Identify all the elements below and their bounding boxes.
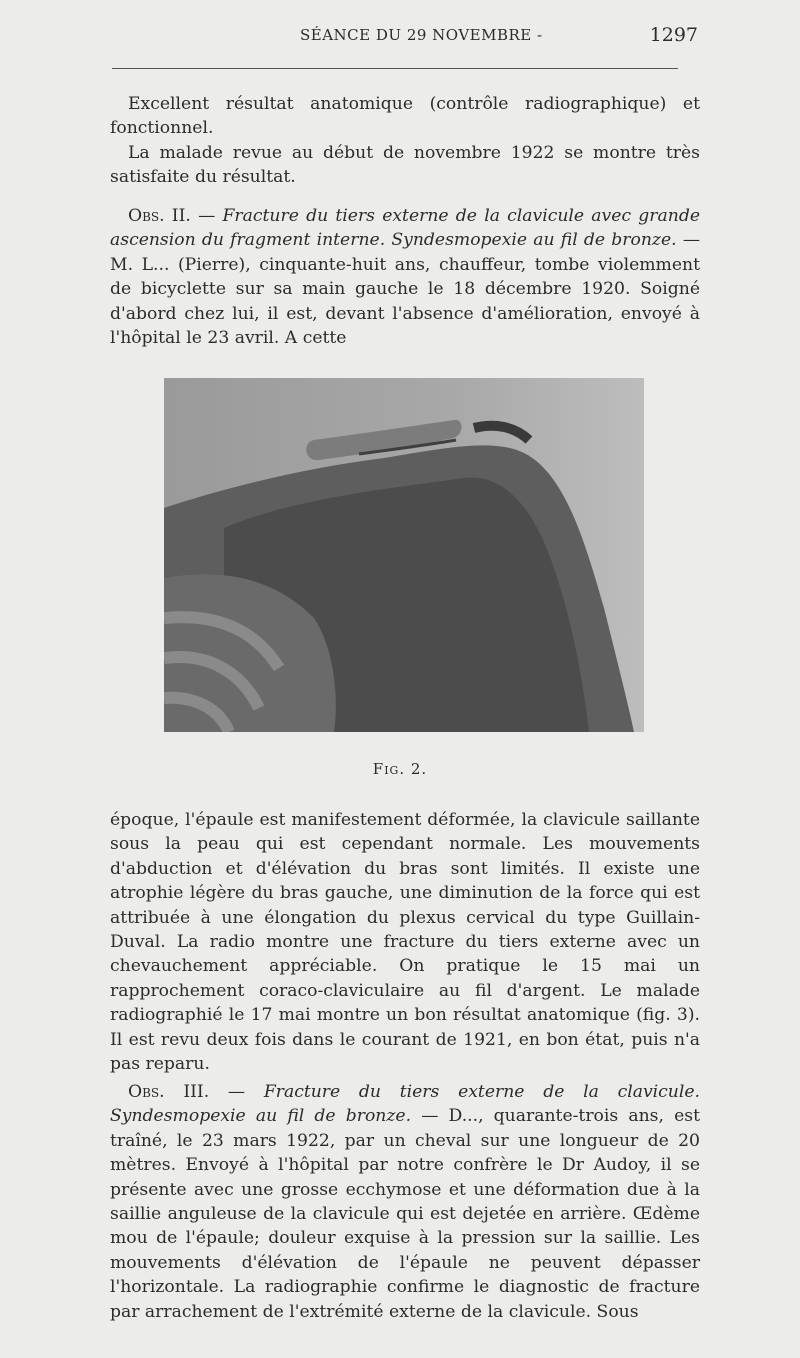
observation-2-continued: [110, 808, 700, 1076]
radiograph-figure: [164, 378, 644, 732]
intro-paragraphs: [110, 92, 700, 190]
paragraph-result: Excellent résultat anatomique (contrôle radiographique) et fonctionnel.: [110, 94, 700, 139]
observation-3-dash: —: [209, 1082, 264, 1102]
radiograph-image: [164, 378, 644, 732]
observation-2-label: Obs. II.: [128, 206, 191, 226]
observation-3: [110, 1080, 700, 1324]
running-title: SÉANCE DU 29 NOVEMBRE -: [300, 26, 543, 44]
observation-2-dash: —: [190, 206, 223, 226]
header-rule: [112, 68, 678, 69]
observation-2-text: — M. L... (Pierre), cinquante-huit ans, chauffeur, tombe violemment de bicyclette sur sa main gauche le 18 décembre 1920. Soigné d'abord chez lui, il est, devant l'absence d'amélioration, envoyé à l'hôpital le 23 avril. A cette: [110, 230, 701, 349]
page-header: [110, 26, 700, 52]
observation-2-paragraph: [110, 204, 700, 350]
observation-2-title: Fracture du tiers externe de la clavicule avec grande ascension du fragment interne. Syndesmopexie au fil de bronze.: [110, 206, 700, 251]
observation-3-paragraph: [110, 1080, 700, 1324]
paragraph-followup: La malade revue au début de novembre 1922 se montre très satisfaite du résultat.: [110, 142, 700, 188]
observation-2-continued-text: époque, l'épaule est manifestement déformée, la clavicule saillante sous la peau qui est cependant normale. Les mouvements d'abduction et d'élévation du bras sont limités. Il existe une atrophie légère du bras gauche, une diminution de la force qui est attribuée à une élongation du plexus cervical du type Guillain-Duval. La radio montre une fracture du tiers externe avec un chevauchement appréciable. On pratique le 15 mai un rapprochement coraco-claviculaire au fil d'argent. Le malade radiographié le 17 mai montre un bon résultat anatomique (fig. 3). Il est revu deux fois dans le courant de 1921, en bon état, puis n'a pas reparu.: [110, 810, 700, 1075]
figure-caption: Fig. 2.: [372, 760, 428, 778]
observation-3-label: Obs. III.: [128, 1082, 210, 1102]
observation-3-text: — D..., quarante-trois ans, est traîné, le 23 mars 1922, par un cheval sur une longueur de 20 mètres. Envoyé à l'hôpital par notre confrère le Dr Audoy, il se présente avec une grosse ecchymose et une déformation due à la saillie anguleuse de la clavicule qui est dejetée en arrière. Œdème mou de l'épaule; douleur exquise à la pression sur la saillie. Les mouvements d'élévation de l'épaule ne peuvent dépasser l'horizontale. La radiographie confirme le diagnostic de fracture par arrachement de l'extrémité externe de la clavicule. Sous: [110, 1106, 700, 1322]
observation-2: [110, 204, 700, 350]
page-number: 1297: [649, 24, 698, 46]
observation-3-title: Fracture du tiers externe de la clavicule. Syndesmopexie au fil de bronze.: [110, 1082, 700, 1127]
